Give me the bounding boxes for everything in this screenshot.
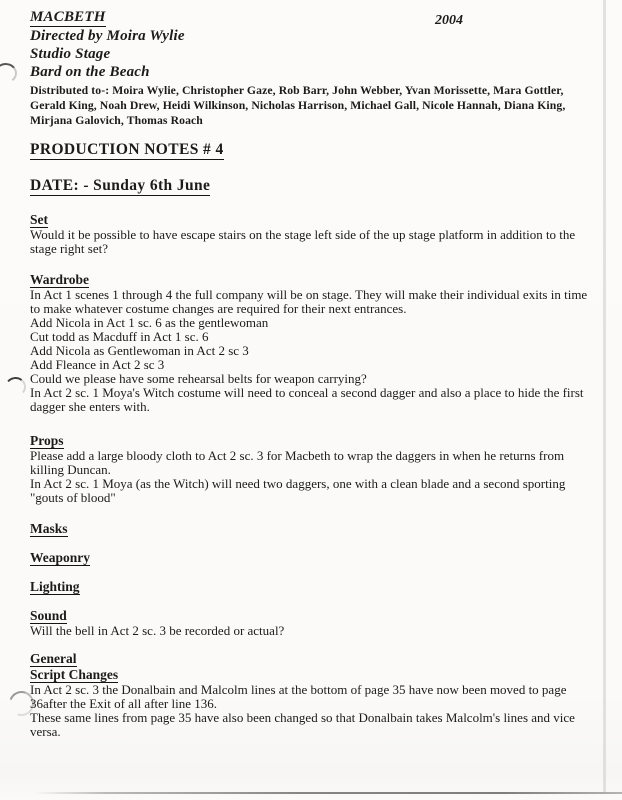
document-header <box>30 8 595 128</box>
section-heading-general: General <box>30 651 77 666</box>
paragraph: Cut todd as Macduff in Act 1 sc. 6 <box>30 329 209 344</box>
paragraph: Would it be possible to have escape stairs on the stage left side of the up stage platform in addition to the stage right set? <box>30 227 576 256</box>
paragraph: Add Nicola as Gentlewoman in Act 2 sc 3 <box>30 343 249 358</box>
paragraph: Add Fleance in Act 2 sc 3 <box>30 357 165 372</box>
section-weaponry <box>30 550 595 566</box>
title-row <box>30 8 595 27</box>
paragraph: These same lines from page 35 have also been changed so that Donalbain takes Malcolm's lines and vice versa. <box>30 710 575 739</box>
stage-line: Studio Stage <box>30 46 111 62</box>
section-set <box>30 212 595 256</box>
scan-edge-streak <box>603 0 606 792</box>
year-label: 2004 <box>435 13 463 28</box>
production-notes-heading: PRODUCTION NOTES # 4 <box>30 141 224 158</box>
paragraph: Will the bell in Act 2 sc. 3 be recorded or actual? <box>30 623 285 638</box>
directed-by-line: Directed by Moira Wylie <box>30 28 185 44</box>
section-heading-wardrobe: Wardrobe <box>30 272 90 287</box>
section-heading-sound: Sound <box>30 608 67 623</box>
paragraph: Add Nicola in Act 1 sc. 6 as the gentlewoman <box>30 315 269 330</box>
paragraph: In Act 1 scenes 1 through 4 the full company will be on stage. They will make their individual exits in time to make whatever costume changes are required for their next entrances. <box>30 287 588 316</box>
section-heading-props: Props <box>30 433 64 448</box>
paragraph: In Act 2 sc. 1 Moya's Witch costume will need to conceal a second dagger and also a place to hide the first dagger she enters with. <box>30 385 584 414</box>
section-general <box>30 651 595 739</box>
scan-bottom-edge <box>34 792 622 794</box>
section-heading-set: Set <box>30 212 48 227</box>
section-heading-lighting: Lighting <box>30 579 80 594</box>
paragraph: In Act 2 sc. 1 Moya (as the Witch) will need two daggers, one with a clean blade and a second sporting "gouts of blood" <box>30 476 566 505</box>
document-content <box>30 8 595 739</box>
section-heading-weaponry: Weaponry <box>30 550 91 565</box>
section-masks <box>30 521 595 537</box>
hole-punch-mark-top <box>0 62 18 85</box>
section-heading-masks: Masks <box>30 521 68 536</box>
distribution-list: Distributed to-: Moira Wylie, Christopher Gaze, Rob Barr, John Webber, Yvan Morissette, Mara Gottler, Gerald King, Noah Drew, Heidi Wilkinson, Nicholas Harrison, Michael Gall, Nicole Hannah, Diana King, Mirjana Galovich, Thomas Roach <box>30 84 566 127</box>
paragraph: In Act 2 sc. 3 the Donalbain and Malcolm lines at the bottom of page 35 have now been moved to page 36after the Exit of all after line 136. <box>30 682 567 711</box>
document-title: MACBETH <box>30 9 106 25</box>
paragraph: Could we please have some rehearsal belts for weapon carrying? <box>30 371 367 386</box>
section-lighting <box>30 579 595 595</box>
section-wardrobe <box>30 272 595 414</box>
section-heading-script-changes: Script Changes <box>30 667 119 682</box>
company-line: Bard on the Beach <box>30 64 150 80</box>
section-sound <box>30 608 595 638</box>
paragraph: Please add a large bloody cloth to Act 2 sc. 3 for Macbeth to wrap the daggers in when he returns from killing Duncan. <box>30 448 565 477</box>
date-heading: DATE: - Sunday 6th June <box>30 177 211 194</box>
section-props <box>30 433 595 505</box>
hole-punch-mark-middle <box>4 376 27 398</box>
